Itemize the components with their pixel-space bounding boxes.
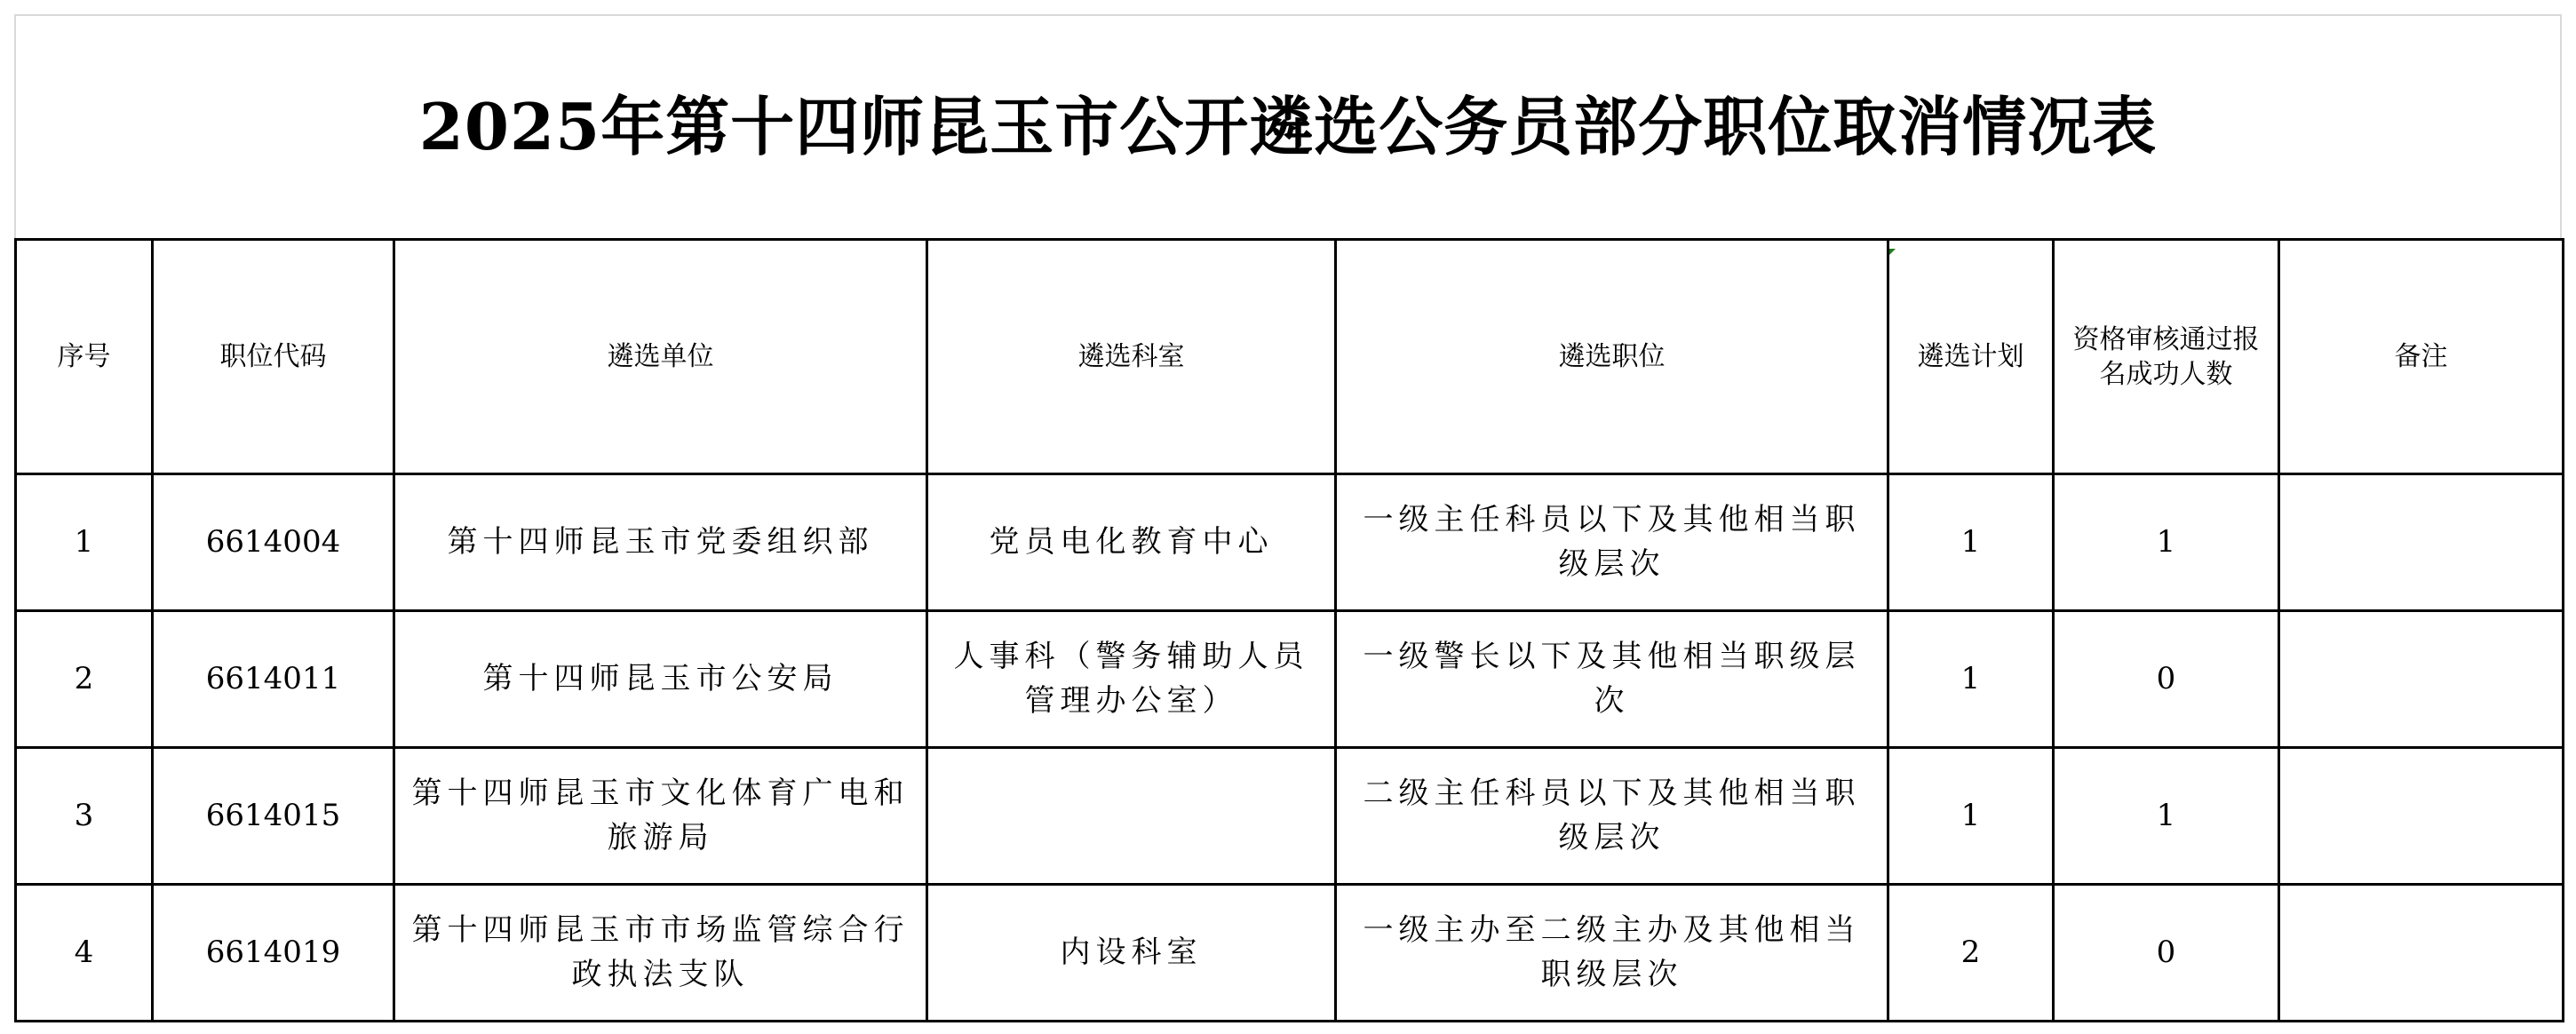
cell-position[interactable]: 一级警长以下及其他相当职级层次 xyxy=(1336,611,1888,748)
header-dept[interactable]: 遴选科室 xyxy=(927,240,1336,474)
cell-remark[interactable] xyxy=(2279,611,2564,748)
cell-position[interactable]: 一级主任科员以下及其他相当职级层次 xyxy=(1336,474,1888,611)
cell-remark[interactable] xyxy=(2279,748,2564,885)
header-row xyxy=(16,240,2564,474)
table-row xyxy=(16,611,2564,748)
cell-unit[interactable]: 第十四师昆玉市党委组织部 xyxy=(394,474,927,611)
cell-unit[interactable]: 第十四师昆玉市市场监管综合行政执法支队 xyxy=(394,885,927,1022)
cell-passed[interactable]: 0 xyxy=(2054,611,2279,748)
header-unit[interactable]: 遴选单位 xyxy=(394,240,927,474)
header-seq[interactable]: 序号 xyxy=(16,240,153,474)
cell-dept[interactable]: 党员电化教育中心 xyxy=(927,474,1336,611)
cell-seq[interactable]: 3 xyxy=(16,748,153,885)
cell-dept[interactable] xyxy=(927,748,1336,885)
cell-passed[interactable]: 1 xyxy=(2054,748,2279,885)
cell-dept[interactable]: 人事科（警务辅助人员管理办公室） xyxy=(927,611,1336,748)
positions-table xyxy=(14,238,2564,1022)
cell-unit[interactable]: 第十四师昆玉市文化体育广电和旅游局 xyxy=(394,748,927,885)
cell-plan[interactable]: 1 xyxy=(1888,748,2054,885)
header-passed[interactable] xyxy=(2054,240,2279,474)
spreadsheet-sheet xyxy=(14,14,2562,1020)
header-remark[interactable]: 备注 xyxy=(2279,240,2564,474)
cell-position[interactable]: 二级主任科员以下及其他相当职级层次 xyxy=(1336,748,1888,885)
cell-code[interactable]: 6614004 xyxy=(153,474,394,611)
cell-passed[interactable]: 0 xyxy=(2054,885,2279,1022)
cell-code[interactable]: 6614019 xyxy=(153,885,394,1022)
cell-unit[interactable]: 第十四师昆玉市公安局 xyxy=(394,611,927,748)
cell-code[interactable]: 6614011 xyxy=(153,611,394,748)
cell-remark[interactable] xyxy=(2279,885,2564,1022)
table-row xyxy=(16,885,2564,1022)
table-row xyxy=(16,748,2564,885)
page-title: 2025年第十四师昆玉市公开遴选公务员部分职位取消情况表 xyxy=(418,89,2158,164)
title-cell[interactable] xyxy=(14,14,2562,238)
cell-plan[interactable]: 2 xyxy=(1888,885,2054,1022)
cell-plan[interactable]: 1 xyxy=(1888,611,2054,748)
cell-passed[interactable]: 1 xyxy=(2054,474,2279,611)
cell-seq[interactable]: 2 xyxy=(16,611,153,748)
header-passed-label: 资格审核通过报名成功人数 xyxy=(2072,323,2260,390)
header-position[interactable]: 遴选职位 xyxy=(1336,240,1888,474)
cell-remark[interactable] xyxy=(2279,474,2564,611)
cell-plan[interactable]: 1 xyxy=(1888,474,2054,611)
cell-position[interactable]: 一级主办至二级主办及其他相当职级层次 xyxy=(1336,885,1888,1022)
cell-code[interactable]: 6614015 xyxy=(153,748,394,885)
cell-seq[interactable]: 4 xyxy=(16,885,153,1022)
header-code[interactable]: 职位代码 xyxy=(153,240,394,474)
table-row xyxy=(16,474,2564,611)
header-plan[interactable]: 遴选计划 xyxy=(1888,240,2054,474)
cell-seq[interactable]: 1 xyxy=(16,474,153,611)
cell-dept[interactable]: 内设科室 xyxy=(927,885,1336,1022)
